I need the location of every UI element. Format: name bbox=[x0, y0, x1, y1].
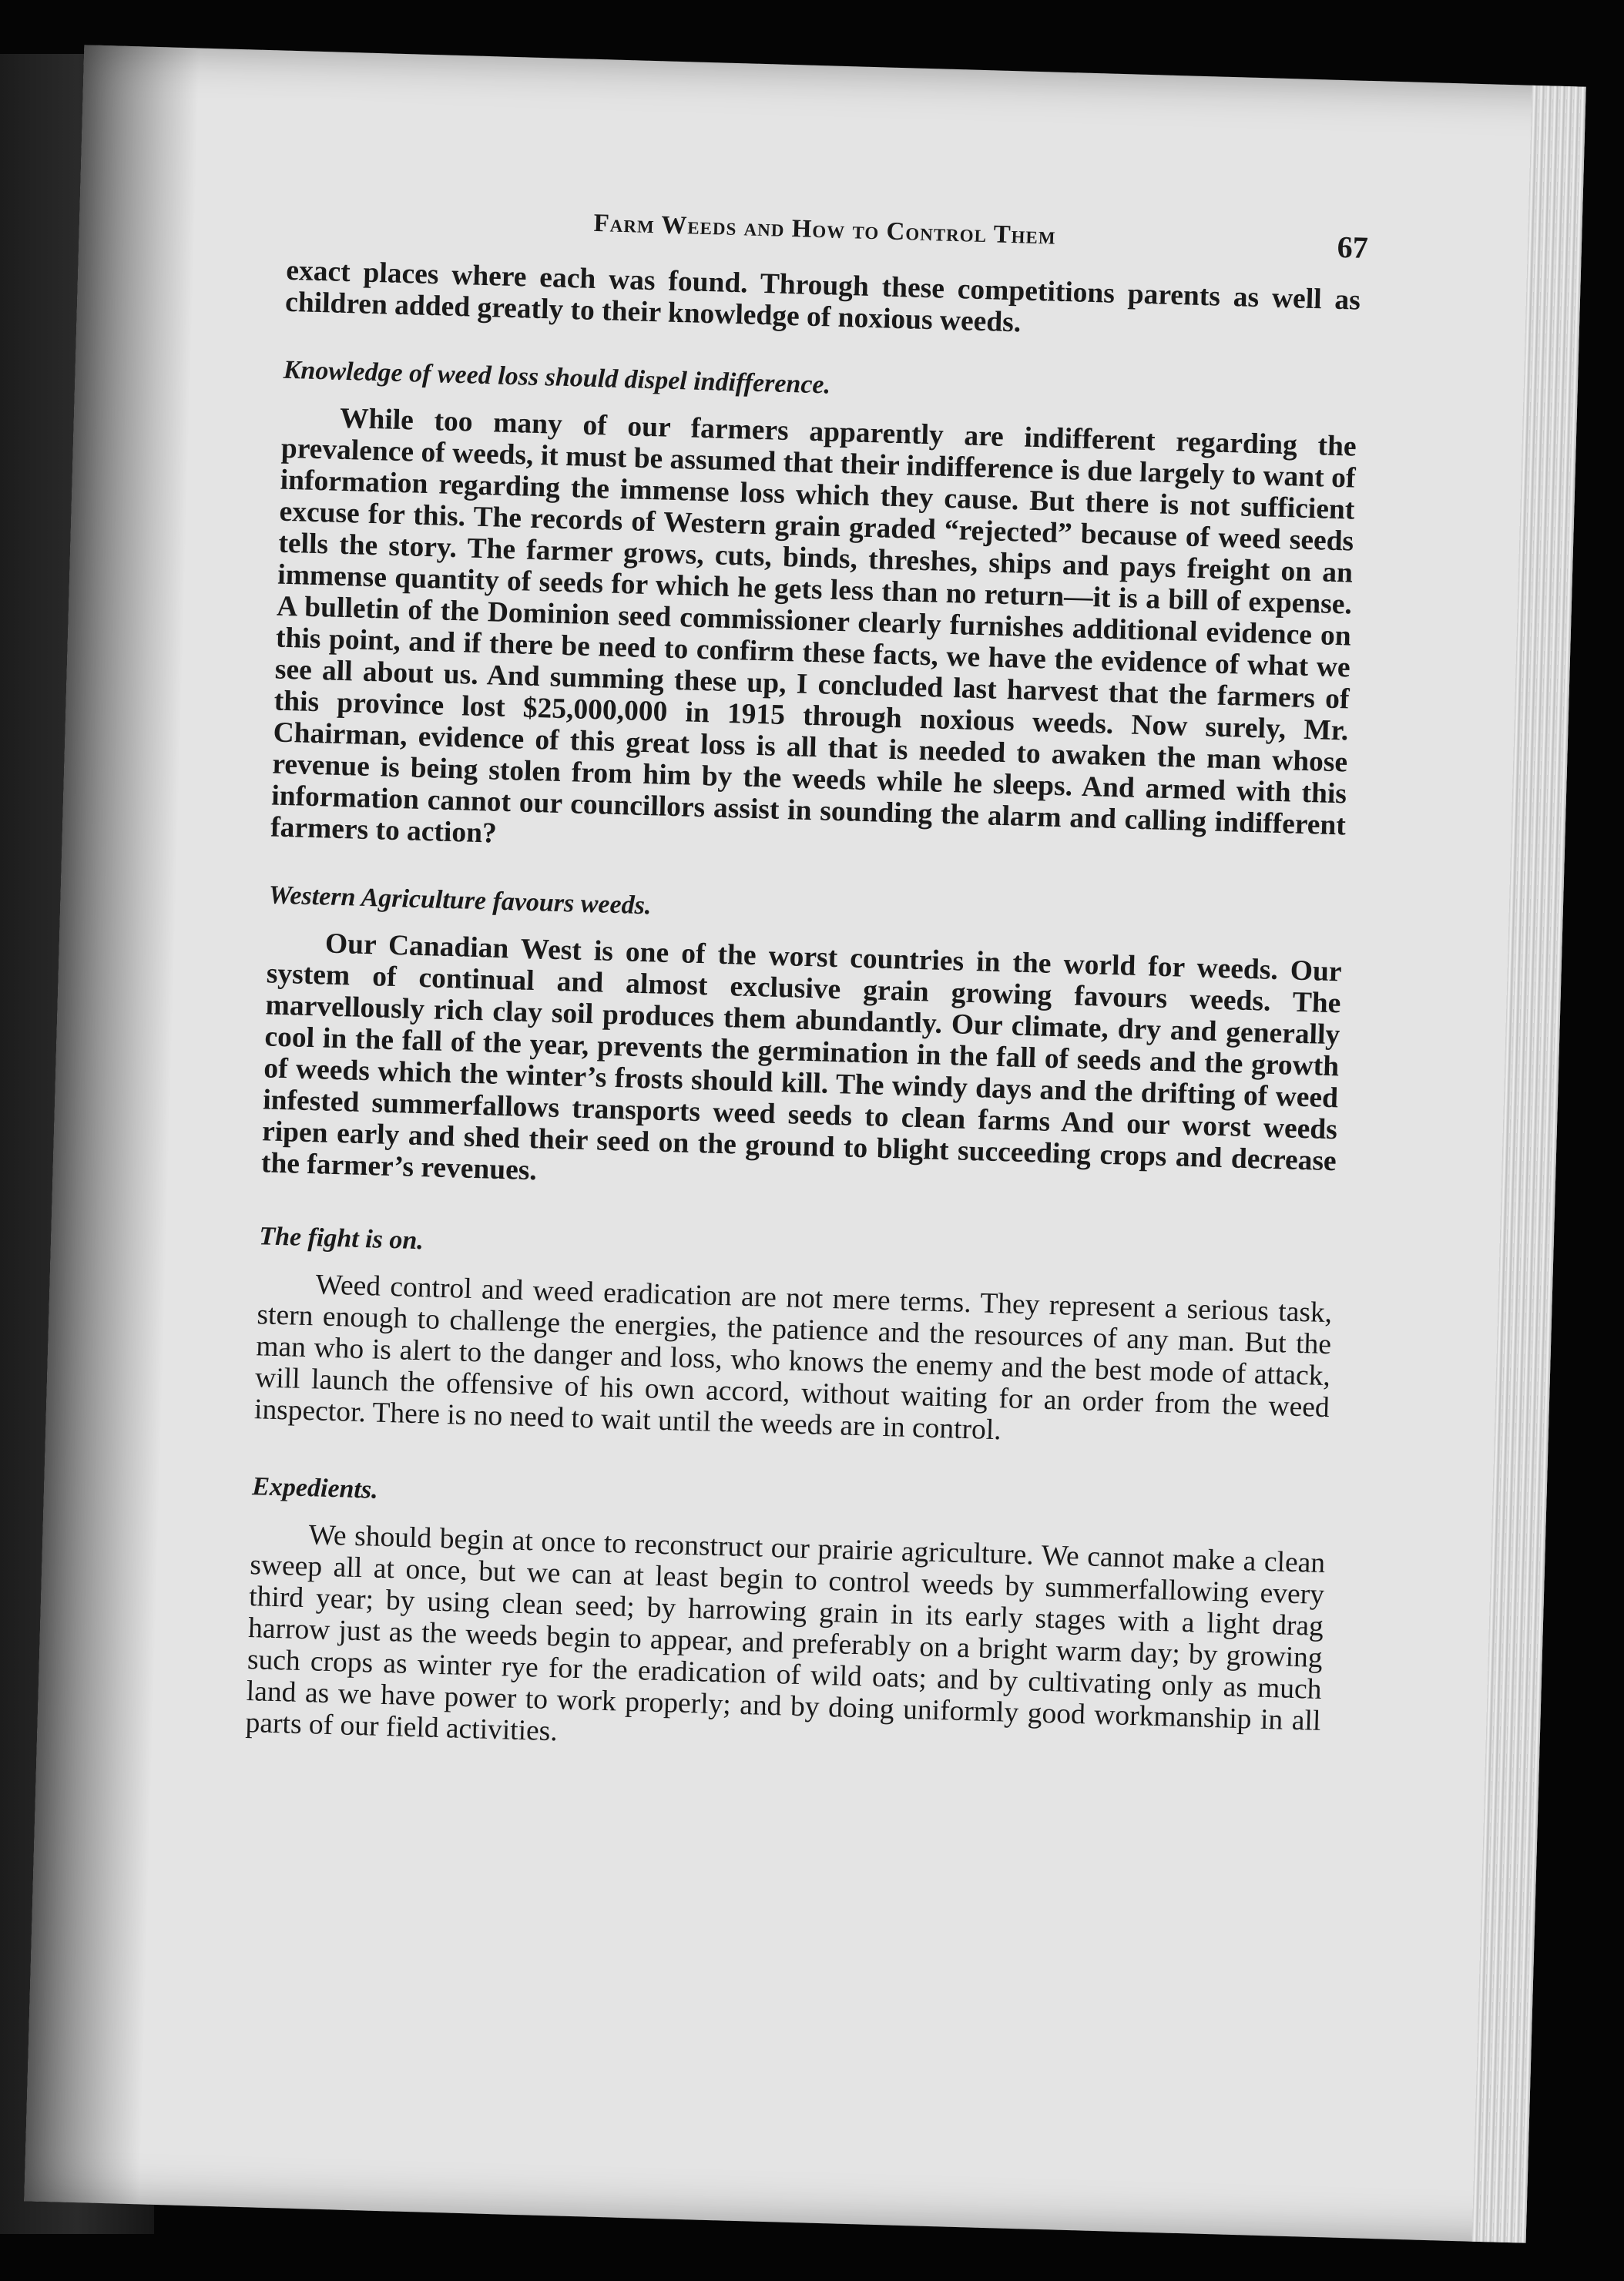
page-number: 67 bbox=[1337, 229, 1369, 265]
section-heading-weed-loss: Knowledge of weed loss should dispel indifference. bbox=[283, 355, 831, 400]
section-heading-western-agriculture: Western Agriculture favours weeds. bbox=[268, 881, 652, 921]
running-title: Farm Weeds and How to Control Them bbox=[593, 209, 1057, 250]
text-block bbox=[245, 201, 1369, 1769]
book-page bbox=[24, 45, 1585, 2242]
section-body-western-agriculture: Our Canadian West is one of the worst countries in the world for weeds. Our system of continual and almost exclusive grain growing favours weeds. The marvellously rich clay soil produces them abundantly. Our climate, dry and generally cool in the fall of the year, prevents the germination in the fall of seeds and the growth of weeds which the winter’s frosts should kill. The windy days and the drifting of weed infested summerfallows transports weed seeds to clean farms And our worst weeds ripen early and shed their seed on the ground to blight succeeding crops and decrease the farmer’s revenues. bbox=[260, 927, 1343, 1187]
section-body-weed-loss: While too many of our farmers apparently are indifferent regarding the prevalence of weeds, it must be assumed that their indifference is due largely to want of information regarding the immense loss which they cause. But there is not sufficient excuse for this. The records of Western grain graded “rejected” because of weed seeds tells the story. The farmer grows, cuts, binds, threshes, ships and pays freight on an immense quantity of seeds for which he gets less than no return—it is a bill of expense. A bulletin of the Dominion seed commissioner clearly furnishes additional evidence on this point, and if there be need to confirm these facts, we have the evidence of what we see all about us. And summing these up, I concluded last harvest that the farmers of this province lost $25,000,000 in 1915 through noxious weeds. Now surely, Mr. Chairman, evidence of this great loss is all that is needed to awaken the man whose revenue is being stolen from him by the weeds while he sleeps. And armed with this information cannot our councillors assist in sounding the alarm and calling indifferent farmers to action? bbox=[270, 402, 1357, 850]
continuation-paragraph: exact places where each was found. Through these competitions parents as well as children added greatly to their knowledge of noxious weeds. bbox=[284, 254, 1361, 339]
section-heading-fight: The fight is on. bbox=[258, 1222, 424, 1256]
section-body-fight: Weed control and weed eradication are not mere terms. They represent a serious task, stern enough to challenge the energies, the patience and the resources of any man. But the man who is alert to the danger and loss, who knows the enemy and the best mode of attack, will launch the offensive of his own accord, without waiting for an order from the weed inspector. There is no need to wait until the weeds are in control. bbox=[253, 1269, 1333, 1447]
section-body-expedients: We should begin at once to reconstruct our prairie agriculture. We cannot make a clean sweep all at once, but we can at least begin to control weeds by summerfallowing every third year; by using clean seed; by harrowing grain in its early stages with a light drag harrow just as the weeds begin to appear, and preferably on a bright warm day; by growing such crops as winter rye for the eradication of wild oats; and by cultivating only as much land as we have power to work properly; and by doing uniformly good workmanship in all parts of our field activities. bbox=[245, 1519, 1326, 1748]
section-heading-expedients: Expedients. bbox=[251, 1472, 379, 1504]
page-stack-edge bbox=[1472, 86, 1586, 2243]
